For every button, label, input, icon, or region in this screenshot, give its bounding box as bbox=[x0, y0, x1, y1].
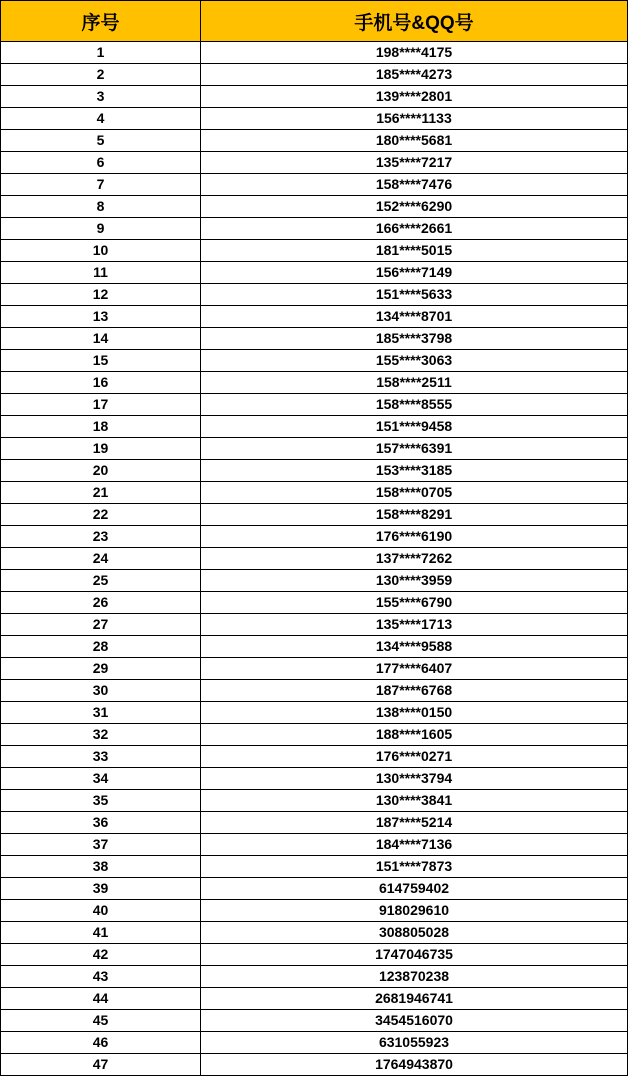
row-contact-cell: 177****6407 bbox=[201, 658, 628, 680]
row-contact-cell: 137****7262 bbox=[201, 548, 628, 570]
row-index-cell: 17 bbox=[1, 394, 201, 416]
row-index-cell: 45 bbox=[1, 1010, 201, 1032]
table-row bbox=[1, 548, 628, 570]
row-contact-cell: 184****7136 bbox=[201, 834, 628, 856]
row-contact-cell: 176****0271 bbox=[201, 746, 628, 768]
table-row bbox=[1, 174, 628, 196]
row-index-cell: 32 bbox=[1, 724, 201, 746]
table-row bbox=[1, 790, 628, 812]
row-index-cell: 11 bbox=[1, 262, 201, 284]
row-contact-cell: 138****0150 bbox=[201, 702, 628, 724]
row-contact-cell: 156****7149 bbox=[201, 262, 628, 284]
row-index-cell: 2 bbox=[1, 64, 201, 86]
row-contact-cell: 151****5633 bbox=[201, 284, 628, 306]
table-row bbox=[1, 240, 628, 262]
row-index-cell: 5 bbox=[1, 130, 201, 152]
table-row bbox=[1, 1054, 628, 1076]
row-contact-cell: 123870238 bbox=[201, 966, 628, 988]
row-contact-cell: 918029610 bbox=[201, 900, 628, 922]
row-contact-cell: 158****0705 bbox=[201, 482, 628, 504]
header-contact: 手机号&QQ号 bbox=[201, 1, 628, 42]
table-row bbox=[1, 834, 628, 856]
row-contact-cell: 130****3959 bbox=[201, 570, 628, 592]
row-contact-cell: 185****3798 bbox=[201, 328, 628, 350]
table-row bbox=[1, 988, 628, 1010]
table-row bbox=[1, 812, 628, 834]
row-contact-cell: 134****8701 bbox=[201, 306, 628, 328]
table-row bbox=[1, 42, 628, 64]
table-row bbox=[1, 768, 628, 790]
row-index-cell: 7 bbox=[1, 174, 201, 196]
row-index-cell: 14 bbox=[1, 328, 201, 350]
row-contact-cell: 2681946741 bbox=[201, 988, 628, 1010]
row-index-cell: 4 bbox=[1, 108, 201, 130]
row-contact-cell: 155****3063 bbox=[201, 350, 628, 372]
table-row bbox=[1, 636, 628, 658]
row-contact-cell: 158****2511 bbox=[201, 372, 628, 394]
row-contact-cell: 1764943870 bbox=[201, 1054, 628, 1076]
table-row bbox=[1, 394, 628, 416]
row-index-cell: 31 bbox=[1, 702, 201, 724]
table-row bbox=[1, 526, 628, 548]
row-index-cell: 46 bbox=[1, 1032, 201, 1054]
row-index-cell: 16 bbox=[1, 372, 201, 394]
table-row bbox=[1, 504, 628, 526]
row-index-cell: 44 bbox=[1, 988, 201, 1010]
row-contact-cell: 135****1713 bbox=[201, 614, 628, 636]
row-index-cell: 37 bbox=[1, 834, 201, 856]
row-contact-cell: 153****3185 bbox=[201, 460, 628, 482]
table-row bbox=[1, 262, 628, 284]
header-row bbox=[1, 1, 628, 42]
table-row bbox=[1, 922, 628, 944]
table-row bbox=[1, 328, 628, 350]
row-contact-cell: 156****1133 bbox=[201, 108, 628, 130]
row-contact-cell: 130****3841 bbox=[201, 790, 628, 812]
table-row bbox=[1, 196, 628, 218]
row-contact-cell: 152****6290 bbox=[201, 196, 628, 218]
table-row bbox=[1, 152, 628, 174]
row-contact-cell: 158****8555 bbox=[201, 394, 628, 416]
row-index-cell: 12 bbox=[1, 284, 201, 306]
table-row bbox=[1, 306, 628, 328]
row-contact-cell: 157****6391 bbox=[201, 438, 628, 460]
table-row bbox=[1, 108, 628, 130]
row-index-cell: 24 bbox=[1, 548, 201, 570]
row-index-cell: 9 bbox=[1, 218, 201, 240]
row-contact-cell: 1747046735 bbox=[201, 944, 628, 966]
table-row bbox=[1, 350, 628, 372]
table-body bbox=[1, 42, 628, 1076]
row-index-cell: 29 bbox=[1, 658, 201, 680]
row-index-cell: 41 bbox=[1, 922, 201, 944]
row-index-cell: 10 bbox=[1, 240, 201, 262]
row-contact-cell: 188****1605 bbox=[201, 724, 628, 746]
table-row bbox=[1, 680, 628, 702]
row-index-cell: 27 bbox=[1, 614, 201, 636]
row-contact-cell: 166****2661 bbox=[201, 218, 628, 240]
row-contact-cell: 158****7476 bbox=[201, 174, 628, 196]
table-row bbox=[1, 86, 628, 108]
table-row bbox=[1, 614, 628, 636]
table-row bbox=[1, 746, 628, 768]
header-index: 序号 bbox=[1, 1, 201, 42]
row-index-cell: 22 bbox=[1, 504, 201, 526]
row-index-cell: 26 bbox=[1, 592, 201, 614]
table-row bbox=[1, 1032, 628, 1054]
row-contact-cell: 198****4175 bbox=[201, 42, 628, 64]
row-contact-cell: 187****5214 bbox=[201, 812, 628, 834]
row-contact-cell: 614759402 bbox=[201, 878, 628, 900]
row-index-cell: 20 bbox=[1, 460, 201, 482]
row-index-cell: 15 bbox=[1, 350, 201, 372]
table-row bbox=[1, 284, 628, 306]
row-index-cell: 23 bbox=[1, 526, 201, 548]
row-contact-cell: 155****6790 bbox=[201, 592, 628, 614]
row-index-cell: 35 bbox=[1, 790, 201, 812]
row-index-cell: 47 bbox=[1, 1054, 201, 1076]
row-contact-cell: 176****6190 bbox=[201, 526, 628, 548]
table-row bbox=[1, 966, 628, 988]
table-row bbox=[1, 944, 628, 966]
row-index-cell: 30 bbox=[1, 680, 201, 702]
row-index-cell: 21 bbox=[1, 482, 201, 504]
row-index-cell: 3 bbox=[1, 86, 201, 108]
row-index-cell: 39 bbox=[1, 878, 201, 900]
row-contact-cell: 187****6768 bbox=[201, 680, 628, 702]
row-contact-cell: 134****9588 bbox=[201, 636, 628, 658]
table-row bbox=[1, 64, 628, 86]
row-index-cell: 8 bbox=[1, 196, 201, 218]
row-index-cell: 19 bbox=[1, 438, 201, 460]
row-index-cell: 43 bbox=[1, 966, 201, 988]
row-index-cell: 6 bbox=[1, 152, 201, 174]
row-index-cell: 28 bbox=[1, 636, 201, 658]
row-contact-cell: 185****4273 bbox=[201, 64, 628, 86]
row-index-cell: 25 bbox=[1, 570, 201, 592]
table-row bbox=[1, 702, 628, 724]
row-index-cell: 40 bbox=[1, 900, 201, 922]
row-contact-cell: 158****8291 bbox=[201, 504, 628, 526]
row-index-cell: 38 bbox=[1, 856, 201, 878]
row-contact-cell: 130****3794 bbox=[201, 768, 628, 790]
row-contact-cell: 139****2801 bbox=[201, 86, 628, 108]
table-row bbox=[1, 416, 628, 438]
table-row bbox=[1, 460, 628, 482]
row-index-cell: 42 bbox=[1, 944, 201, 966]
row-index-cell: 34 bbox=[1, 768, 201, 790]
table-row bbox=[1, 1010, 628, 1032]
table-row bbox=[1, 372, 628, 394]
table-row bbox=[1, 724, 628, 746]
row-contact-cell: 151****7873 bbox=[201, 856, 628, 878]
table-row bbox=[1, 592, 628, 614]
row-contact-cell: 151****9458 bbox=[201, 416, 628, 438]
table-row bbox=[1, 658, 628, 680]
table-row bbox=[1, 570, 628, 592]
table-row bbox=[1, 130, 628, 152]
row-index-cell: 33 bbox=[1, 746, 201, 768]
row-index-cell: 36 bbox=[1, 812, 201, 834]
row-contact-cell: 135****7217 bbox=[201, 152, 628, 174]
row-index-cell: 18 bbox=[1, 416, 201, 438]
table-row bbox=[1, 482, 628, 504]
table-row bbox=[1, 900, 628, 922]
table-row bbox=[1, 218, 628, 240]
row-contact-cell: 308805028 bbox=[201, 922, 628, 944]
row-index-cell: 13 bbox=[1, 306, 201, 328]
row-contact-cell: 180****5681 bbox=[201, 130, 628, 152]
table-row bbox=[1, 878, 628, 900]
row-index-cell: 1 bbox=[1, 42, 201, 64]
table-row bbox=[1, 856, 628, 878]
row-contact-cell: 631055923 bbox=[201, 1032, 628, 1054]
table-row bbox=[1, 438, 628, 460]
row-contact-cell: 181****5015 bbox=[201, 240, 628, 262]
row-contact-cell: 3454516070 bbox=[201, 1010, 628, 1032]
